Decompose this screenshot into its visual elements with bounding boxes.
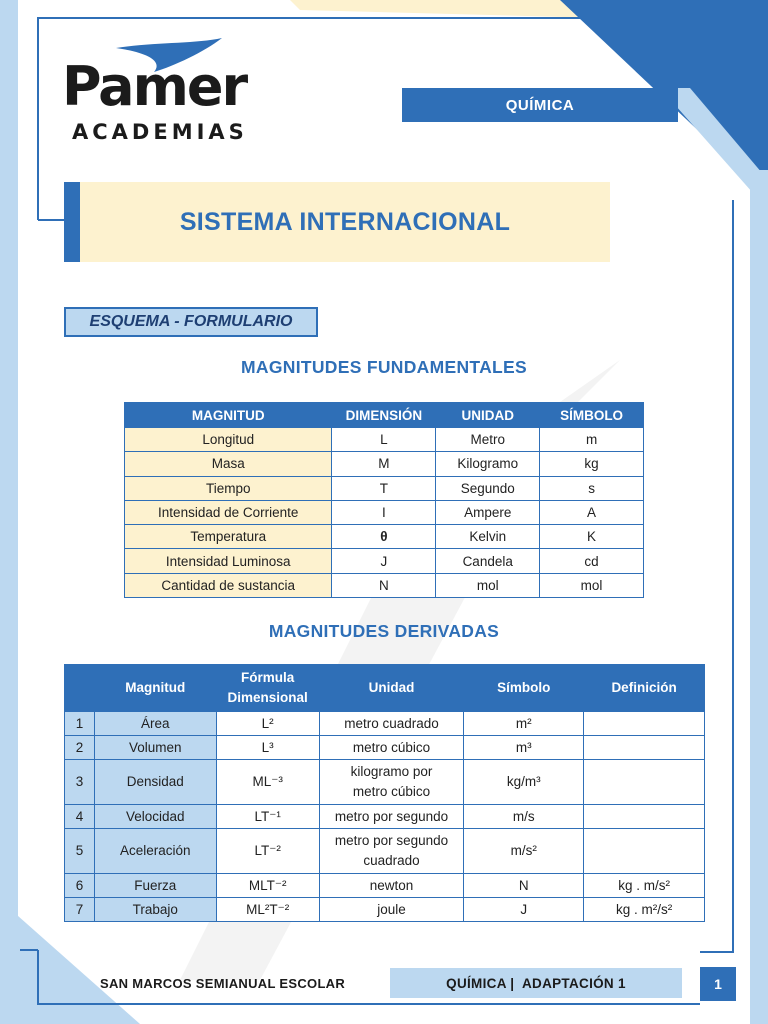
cell-simbolo: J: [464, 898, 584, 922]
footer-banner: QUÍMICA | ADAPTACIÓN 1: [390, 968, 682, 998]
cell-unidad: metro por segundo cuadrado: [319, 829, 464, 874]
left-band: [0, 0, 18, 1024]
cell-simbolo: mol: [540, 573, 644, 597]
header-unidad: UNIDAD: [436, 403, 540, 428]
logo-subtitle: ACADEMIAS: [72, 120, 248, 144]
cell-simbolo: kg/m³: [464, 760, 584, 805]
cell-magnitud: Fuerza: [94, 874, 216, 898]
table-row: [65, 712, 705, 736]
header-number: [65, 665, 95, 712]
table-row: [65, 805, 705, 829]
cell-formula: LT⁻¹: [216, 805, 319, 829]
cell-magnitud: Masa: [125, 452, 332, 476]
cell-unidad: kilogramo por metro cúbico: [319, 760, 464, 805]
cell-simbolo: K: [540, 525, 644, 549]
cell-simbolo: m/s: [464, 805, 584, 829]
pamer-logo: [62, 38, 282, 148]
cell-magnitud: Tiempo: [125, 476, 332, 500]
cell-dimension: L: [332, 428, 436, 452]
cell-unidad: Candela: [436, 549, 540, 573]
table-row: [65, 736, 705, 760]
cell-number: 6: [65, 874, 95, 898]
cell-simbolo: m³: [464, 736, 584, 760]
subject-banner: QUÍMICA: [402, 88, 678, 122]
cell-number: 2: [65, 736, 95, 760]
cell-simbolo: s: [540, 476, 644, 500]
table-row: [125, 549, 644, 573]
cell-simbolo: kg: [540, 452, 644, 476]
table-row: [125, 525, 644, 549]
cell-definicion: [584, 805, 705, 829]
page-title: SISTEMA INTERNACIONAL: [179, 207, 511, 236]
cell-simbolo: N: [464, 874, 584, 898]
cell-simbolo: cd: [540, 549, 644, 573]
cell-formula: L²: [216, 712, 319, 736]
table-row: [125, 476, 644, 500]
footer-course-name: SAN MARCOS SEMIANUAL ESCOLAR: [100, 976, 346, 991]
cell-unidad: newton: [319, 874, 464, 898]
scheme-label: [64, 307, 318, 337]
fundamentales-title: MAGNITUDES FUNDAMENTALES: [241, 357, 527, 377]
cell-unidad: Kelvin: [436, 525, 540, 549]
header-unidad: Unidad: [319, 665, 464, 712]
table-row: [125, 573, 644, 597]
cell-unidad: joule: [319, 898, 464, 922]
cell-formula: ML²T⁻²: [216, 898, 319, 922]
cell-dimension: I: [332, 500, 436, 524]
cell-definicion: kg . m/s²: [584, 874, 705, 898]
cell-magnitud: Intensidad Luminosa: [125, 549, 332, 573]
cell-formula: MLT⁻²: [216, 874, 319, 898]
header-magnitud: Magnitud: [94, 665, 216, 712]
cell-simbolo: m/s²: [464, 829, 584, 874]
cell-magnitud: Longitud: [125, 428, 332, 452]
cell-definicion: [584, 829, 705, 874]
cell-magnitud: Volumen: [94, 736, 216, 760]
cell-simbolo: m: [540, 428, 644, 452]
derivadas-title: MAGNITUDES DERIVADAS: [268, 621, 500, 641]
cell-magnitud: Intensidad de Corriente: [125, 500, 332, 524]
cell-dimension: T: [332, 476, 436, 500]
header-simbolo: SÍMBOLO: [540, 403, 644, 428]
table-row: [125, 452, 644, 476]
header-simbolo: Símbolo: [464, 665, 584, 712]
cell-magnitud: Trabajo: [94, 898, 216, 922]
cell-unidad: Kilogramo: [436, 452, 540, 476]
cell-formula: LT⁻²: [216, 829, 319, 874]
cell-formula: L³: [216, 736, 319, 760]
table-header-row: [125, 403, 644, 428]
cell-number: 4: [65, 805, 95, 829]
derivadas-table: [64, 664, 705, 922]
cell-unidad: Ampere: [436, 500, 540, 524]
header-dimension: DIMENSIÓN: [332, 403, 436, 428]
cell-unidad: metro cúbico: [319, 736, 464, 760]
right-band: [750, 120, 768, 1024]
table-row: [65, 760, 705, 805]
cell-unidad: Metro: [436, 428, 540, 452]
cell-number: 1: [65, 712, 95, 736]
cell-unidad: Segundo: [436, 476, 540, 500]
logo-word: Pamer: [62, 55, 247, 118]
cell-dimension: M: [332, 452, 436, 476]
cell-magnitud: Aceleración: [94, 829, 216, 874]
cell-magnitud: Área: [94, 712, 216, 736]
cell-magnitud: Temperatura: [125, 525, 332, 549]
cell-number: 3: [65, 760, 95, 805]
cell-number: 7: [65, 898, 95, 922]
page-number: 1: [700, 967, 736, 1001]
header-magnitud: MAGNITUD: [125, 403, 332, 428]
cell-number: 5: [65, 829, 95, 874]
header-formula: Fórmula Dimensional: [216, 665, 319, 712]
cell-magnitud: Densidad: [94, 760, 216, 805]
table-row: [65, 874, 705, 898]
cell-dimension: N: [332, 573, 436, 597]
cell-dimension: J: [332, 549, 436, 573]
table-header-row: [65, 665, 705, 712]
cell-dimension: θ: [332, 525, 436, 549]
cell-definicion: kg . m²/s²: [584, 898, 705, 922]
cell-simbolo: m²: [464, 712, 584, 736]
cell-definicion: [584, 736, 705, 760]
cell-unidad: mol: [436, 573, 540, 597]
cell-unidad: metro por segundo: [319, 805, 464, 829]
cell-magnitud: Cantidad de sustancia: [125, 573, 332, 597]
cell-magnitud: Velocidad: [94, 805, 216, 829]
scheme-label-text: ESQUEMA - FORMULARIO: [89, 313, 293, 330]
cell-formula: ML⁻³: [216, 760, 319, 805]
table-row: [125, 428, 644, 452]
cell-definicion: [584, 760, 705, 805]
table-row: [65, 898, 705, 922]
cell-unidad: metro cuadrado: [319, 712, 464, 736]
header-definicion: Definición: [584, 665, 705, 712]
table-row: [65, 829, 705, 874]
cell-simbolo: A: [540, 500, 644, 524]
fundamentales-table: [124, 402, 644, 598]
table-row: [125, 500, 644, 524]
title-box: [64, 182, 610, 262]
cell-definicion: [584, 712, 705, 736]
